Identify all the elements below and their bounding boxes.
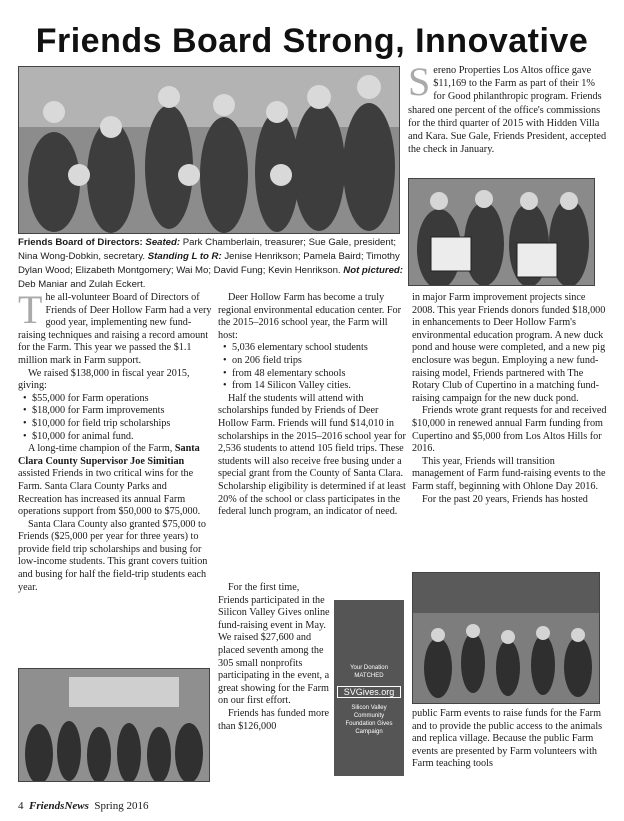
col3-p4: For the past 20 years, Friends has hosted bbox=[422, 493, 588, 505]
caption-label: Friends Board of Directors: bbox=[18, 237, 143, 248]
column-2 bbox=[218, 292, 408, 519]
caption-standing: Jenise Henrikson; Pamela Baird; Timothy Dylan Wood; Elizabeth Montgomery; Wai Mo; David Fung; Kevin Henrikson. bbox=[18, 251, 400, 276]
page-number: 4 bbox=[18, 800, 24, 812]
col1-p2: We raised $138,000 in fiscal year 2015, giving: bbox=[18, 367, 190, 392]
caption-seated: Park Chamberlain, treasurer; Sue Gale, president; Nina Wong-Dobkin, secretary. bbox=[18, 237, 397, 262]
column-3 bbox=[412, 292, 608, 506]
check-presentation-photo bbox=[408, 178, 595, 286]
list-item: • on 206 field trips bbox=[232, 355, 408, 368]
col1-p1: he all-volunteer Board of Directors of Friends of Deer Hollow Farm had a very good year, implementing new fund-raising techniques and raising a record amount for the Farm. This year we passed the $1.1 million mark in Farm support. bbox=[18, 292, 212, 366]
col2-p1: Deer Hollow Farm has become a truly regional environmental education center. For the 2015–2016 school year, the Farm will host: bbox=[218, 292, 402, 341]
col2-bullets bbox=[218, 342, 408, 392]
list-item: • $10,000 for animal fund. bbox=[32, 431, 212, 444]
list-item: • from 14 Silicon Valley cities. bbox=[232, 380, 408, 393]
col3-p5: public Farm events to raise funds for the Farm and to provide the public access to the animals and replica village. Because the public Farm events are presented by Farm volunteers with Farm teaching tools bbox=[412, 708, 603, 770]
column-3-lower bbox=[412, 708, 608, 771]
serenoproperties-article bbox=[408, 59, 608, 156]
col2-p2: Half the students will attend with scholarships funded by Friends of Deer Hollow Farm. Friends will fund $14,010 in scholarships in the 2015–2016 school year for 2,536 students to attend 105 field trips. These students will also receive free busing under a special grant from the County of Santa Clara. Scholarship eligibility is determined if at least 20% of the school or class participates in the federal lunch program, an indicator of need. bbox=[218, 392, 406, 518]
dropcap-t: T bbox=[18, 287, 43, 332]
caption-seated-label: Seated: bbox=[145, 237, 181, 248]
col2-p4: Friends has funded more than $126,000 bbox=[218, 707, 330, 732]
col1-p4: Santa Clara County also granted $75,000 to Friends ($25,000 per year for three years) to provide field trip scholarships and busing for low-income students. This grant covers tuition and busing for half the field-trip students each year. bbox=[18, 518, 208, 593]
dropcap-s: S bbox=[408, 59, 431, 104]
issue-date: Spring 2016 bbox=[94, 800, 149, 812]
ad-line1: Your Donation MATCHED bbox=[350, 665, 388, 679]
col3-p1: in major Farm improvement projects since 2008. This year Friends donors funded $18,000 in enhancements to Deer Hollow Farm's environmental education program. A new duck pond and house were completed, and a new pig enclosure was begun. Employing a new fund-raising model, Friends partnered with The Rotary Club of Cupertino in a matching fund-raising campaign for the new duck pond. bbox=[412, 292, 606, 404]
col1-p3a: A long-time champion of the Farm, bbox=[28, 443, 173, 455]
column-1 bbox=[18, 287, 212, 594]
col1-p3b: Santa Clara County Supervisor Joe Simitian bbox=[18, 443, 200, 467]
list-item: • 5,036 elementary school students bbox=[232, 342, 408, 355]
col1-bullets bbox=[18, 393, 212, 443]
col3-p2: Friends wrote grant requests for and received $10,000 in renewed annual Farm funding from Cupertino and $5,000 from Los Altos Hills for 2016. bbox=[412, 405, 607, 455]
list-item: • $10,000 for field trip scholarships bbox=[32, 418, 212, 431]
col3-p3: This year, Friends will transition management of Farm fund-raising events to the Farm staff, beginning with Ohlone Day 2016. bbox=[412, 455, 606, 492]
svgives-ad bbox=[334, 600, 404, 776]
col1-p3c: assisted Friends in two critical wins for the Farm. Santa Clara County Parks and Recreation has increased its annual Farm operations support from $50,000 to $75,000. bbox=[18, 468, 201, 518]
page-footer bbox=[18, 800, 149, 812]
ad-brand: SVGives.org bbox=[337, 686, 401, 698]
list-item: • from 48 elementary schools bbox=[232, 368, 408, 381]
serenoproperties-text: ereno Properties Los Altos office gave $11,169 to the Farm as part of their 1% for Good philanthropic program. Friends shared one percent of the office's commissions for the third quarter of 2015 with Hidden Villa and Kara. Sue Gale, Friends President, accepted the check in January. bbox=[408, 65, 607, 156]
field-trip-photo bbox=[18, 668, 210, 782]
headline: Friends Board Strong, Innovative bbox=[35, 22, 589, 60]
list-item: • $55,000 for Farm operations bbox=[32, 393, 212, 406]
column-2-lower bbox=[218, 582, 330, 733]
caption-standing-label: Standing L to R: bbox=[147, 251, 222, 262]
col2-p3: For the first time, Friends participated in the Silicon Valley Gives online fund-raising event in May. We raised $27,600 and placed seventh among the 305 small nonprofits participating in the event, a great showing for the Farm on our first effort. bbox=[218, 582, 330, 707]
board-group-photo bbox=[18, 66, 400, 234]
caption-notpictured: Deb Maniar and Zulah Eckert. bbox=[18, 279, 146, 290]
list-item: • $18,000 for Farm improvements bbox=[32, 405, 212, 418]
photo-caption bbox=[18, 236, 403, 292]
publication-name: FriendsNews bbox=[29, 800, 89, 812]
caption-notpictured-label: Not pictured: bbox=[343, 265, 403, 276]
farm-event-photo bbox=[412, 572, 600, 704]
ad-line2: Silicon Valley Community Foundation Gives Campaign bbox=[345, 705, 393, 735]
